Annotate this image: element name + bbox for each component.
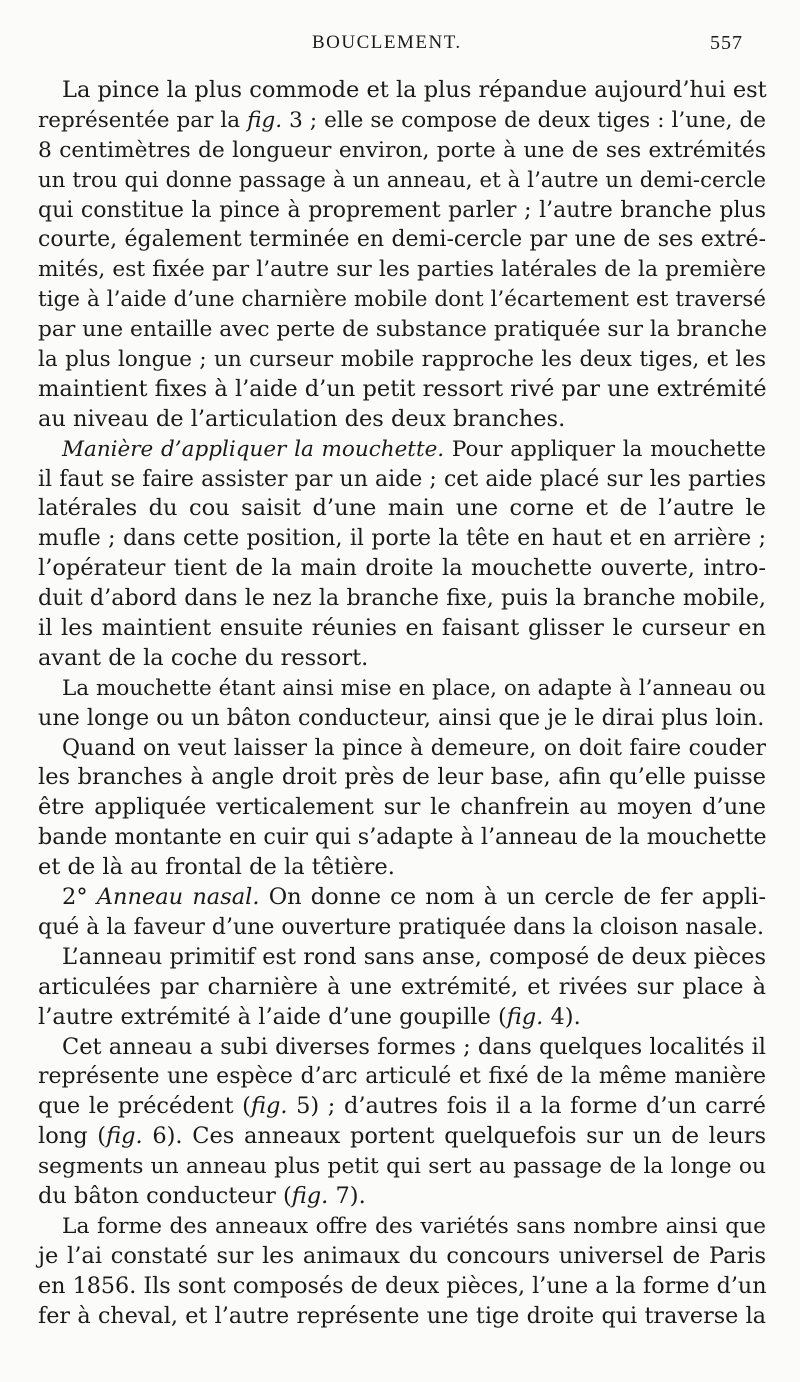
text-segment: 2° <box>62 884 97 911</box>
text-line <box>38 76 766 106</box>
text-segment: 3 ; elle se compose de deux tiges : l’une, de <box>282 107 766 133</box>
text-line <box>38 973 766 1003</box>
text-segment: tige à l’aide d’une charnière mobile dont l’écartement est traversé <box>38 287 766 313</box>
text-segment: les branches à angle droit près de leur base, afin qu’elle puisse <box>38 764 766 791</box>
text-segment: mufle ; dans cette position, il porte la tête en haut et en arrière ; <box>38 526 766 552</box>
text-line <box>38 1212 766 1242</box>
text-line <box>38 853 766 883</box>
text-segment: Pour appliquer la mouchette <box>444 436 766 462</box>
text-segment: On donne ce nom à un cercle de fer appli- <box>259 884 767 911</box>
text-line <box>38 1003 766 1033</box>
running-head <box>0 32 800 60</box>
text-segment: qui constitue la pince à proprement parler ; l’autre branche plus <box>38 197 766 223</box>
text-line <box>38 465 766 495</box>
text-line <box>38 1152 766 1182</box>
text-line <box>38 734 766 764</box>
text-line <box>38 763 766 793</box>
text-segment: avant de la coche du ressort. <box>38 644 369 671</box>
text-line <box>38 494 766 524</box>
text-line <box>38 375 766 405</box>
italic-text-segment: fig. <box>250 1093 288 1120</box>
text-line <box>38 315 766 345</box>
text-line <box>38 584 766 614</box>
text-line <box>38 614 766 644</box>
text-segment: une longe ou un bâton conducteur, ainsi que je le dirai plus loin. <box>38 704 765 731</box>
text-line <box>38 674 766 704</box>
text-line <box>38 793 766 823</box>
text-segment: 6). Ces anneaux portent quelquefois sur un de leurs <box>142 1123 766 1150</box>
text-line <box>38 196 766 226</box>
text-segment: en 1856. Ils sont composés de deux pièces, l’une a la forme d’un <box>38 1272 767 1299</box>
text-line <box>38 554 766 584</box>
text-segment: que le précédent ( <box>38 1093 251 1120</box>
text-line <box>38 285 766 315</box>
text-line <box>38 1242 766 1272</box>
text-segment: un trou qui donne passage à un anneau, et à l’autre un demi-cercle <box>38 167 766 193</box>
text-segment: 5) ; d’autres fois il a la forme d’un carré <box>287 1093 766 1120</box>
italic-text-segment: Manière d’appliquer la mouchette. <box>62 436 445 462</box>
text-line <box>38 1302 766 1332</box>
text-line <box>38 136 766 166</box>
text-segment: par une entaille avec perte de substance pratiquée sur la branche <box>38 317 768 343</box>
text-segment: Cet anneau a subi diverses formes ; dans quelques localités il <box>62 1033 766 1060</box>
text-segment: 7). <box>328 1182 366 1209</box>
text-line <box>38 166 766 196</box>
text-segment: il faut se faire assister par un aide ; cet aide placé sur les parties <box>38 466 766 492</box>
text-segment: du bâton conducteur ( <box>38 1182 292 1209</box>
running-title: BOUCLEMENT. <box>312 32 462 53</box>
text-segment: L’anneau primitif est rond sans anse, composé de deux pièces <box>62 943 766 970</box>
text-segment: être appliquée verticalement sur le chanfrein au moyen d’une <box>38 794 766 821</box>
text-segment: 8 centimètres de longueur environ, porte à une de ses extrémités <box>38 137 766 163</box>
text-segment: la plus longue ; un curseur mobile rapproche les deux tiges, et les <box>38 347 766 373</box>
italic-text-segment: fig. <box>506 1003 544 1030</box>
text-line <box>38 704 766 734</box>
text-segment: représentée par la <box>38 107 248 133</box>
text-segment: l’autre extrémité à l’aide d’une goupille ( <box>38 1003 507 1030</box>
text-segment: duit d’abord dans le nez la branche fixe, puis la branche mobile, <box>38 585 766 612</box>
text-segment: latérales du cou saisit d’une main une corne et de l’autre le <box>38 495 766 522</box>
text-segment: La pince la plus commode et la plus répandue aujourd’hui est <box>62 77 767 103</box>
text-line <box>38 1272 766 1302</box>
text-line <box>38 255 766 285</box>
text-segment: 4). <box>543 1003 581 1030</box>
text-segment: long ( <box>38 1123 107 1150</box>
text-segment: articulées par charnière à une extrémité, et rivées sur place à <box>38 973 766 1000</box>
text-segment: maintient fixes à l’aide d’un petit ressort rivé par une extrémité <box>38 375 767 402</box>
italic-text-segment: fig. <box>291 1182 329 1209</box>
text-segment: Quand on veut laisser la pince à demeure, on doit faire couder <box>62 735 766 761</box>
text-line <box>38 823 766 853</box>
text-line <box>38 106 766 136</box>
text-line <box>38 1182 766 1212</box>
text-segment: mités, est fixée par l’autre sur les parties latérales de la première <box>38 257 766 283</box>
text-line <box>38 1033 766 1063</box>
text-line <box>38 644 766 674</box>
text-segment: il les maintient ensuite réunies en faisant glisser le curseur en <box>38 615 766 642</box>
text-segment: au niveau de l’articulation des deux branches. <box>38 405 566 432</box>
text-line <box>38 1122 766 1152</box>
text-segment: bande montante en cuir qui s’adapte à l’anneau de la mouchette <box>38 824 767 851</box>
italic-text-segment: Anneau nasal. <box>96 884 260 911</box>
text-line <box>38 1092 766 1122</box>
text-segment: courte, également terminée en demi-cercle par une de ses extré- <box>38 227 766 253</box>
text-segment: l’opérateur tient de la main droite la mouchette ouverte, intro- <box>38 555 766 582</box>
text-segment: qué à la faveur d’une ouverture pratiquée dans la cloison nasale. <box>38 914 764 940</box>
italic-text-segment: fig. <box>106 1123 143 1150</box>
text-segment: segments un anneau plus petit qui sert au passage de la longe ou <box>38 1154 766 1180</box>
text-segment: je l’ai constaté sur les animaux du concours universel de Paris <box>38 1242 766 1269</box>
text-segment: La forme des anneaux offre des variétés sans nombre ainsi que <box>62 1213 766 1239</box>
body-text <box>38 76 766 1331</box>
page-number: 557 <box>710 32 743 54</box>
text-line <box>38 1062 766 1092</box>
text-line <box>38 405 766 435</box>
text-line <box>38 345 766 375</box>
text-segment: représente une espèce d’arc articulé et fixé de la même manière <box>38 1064 766 1090</box>
text-segment: La mouchette étant ainsi mise en place, on adapte à l’anneau ou <box>62 675 766 701</box>
text-line <box>38 883 766 913</box>
italic-text-segment: fig. <box>247 107 283 133</box>
text-line <box>38 435 766 465</box>
text-line <box>38 913 766 943</box>
text-line <box>38 225 766 255</box>
text-segment: fer à cheval, et l’autre représente une tige droite qui traverse la <box>38 1302 766 1329</box>
text-line <box>38 943 766 973</box>
text-segment: et de là au frontal de la têtière. <box>38 854 395 881</box>
text-line <box>38 524 766 554</box>
